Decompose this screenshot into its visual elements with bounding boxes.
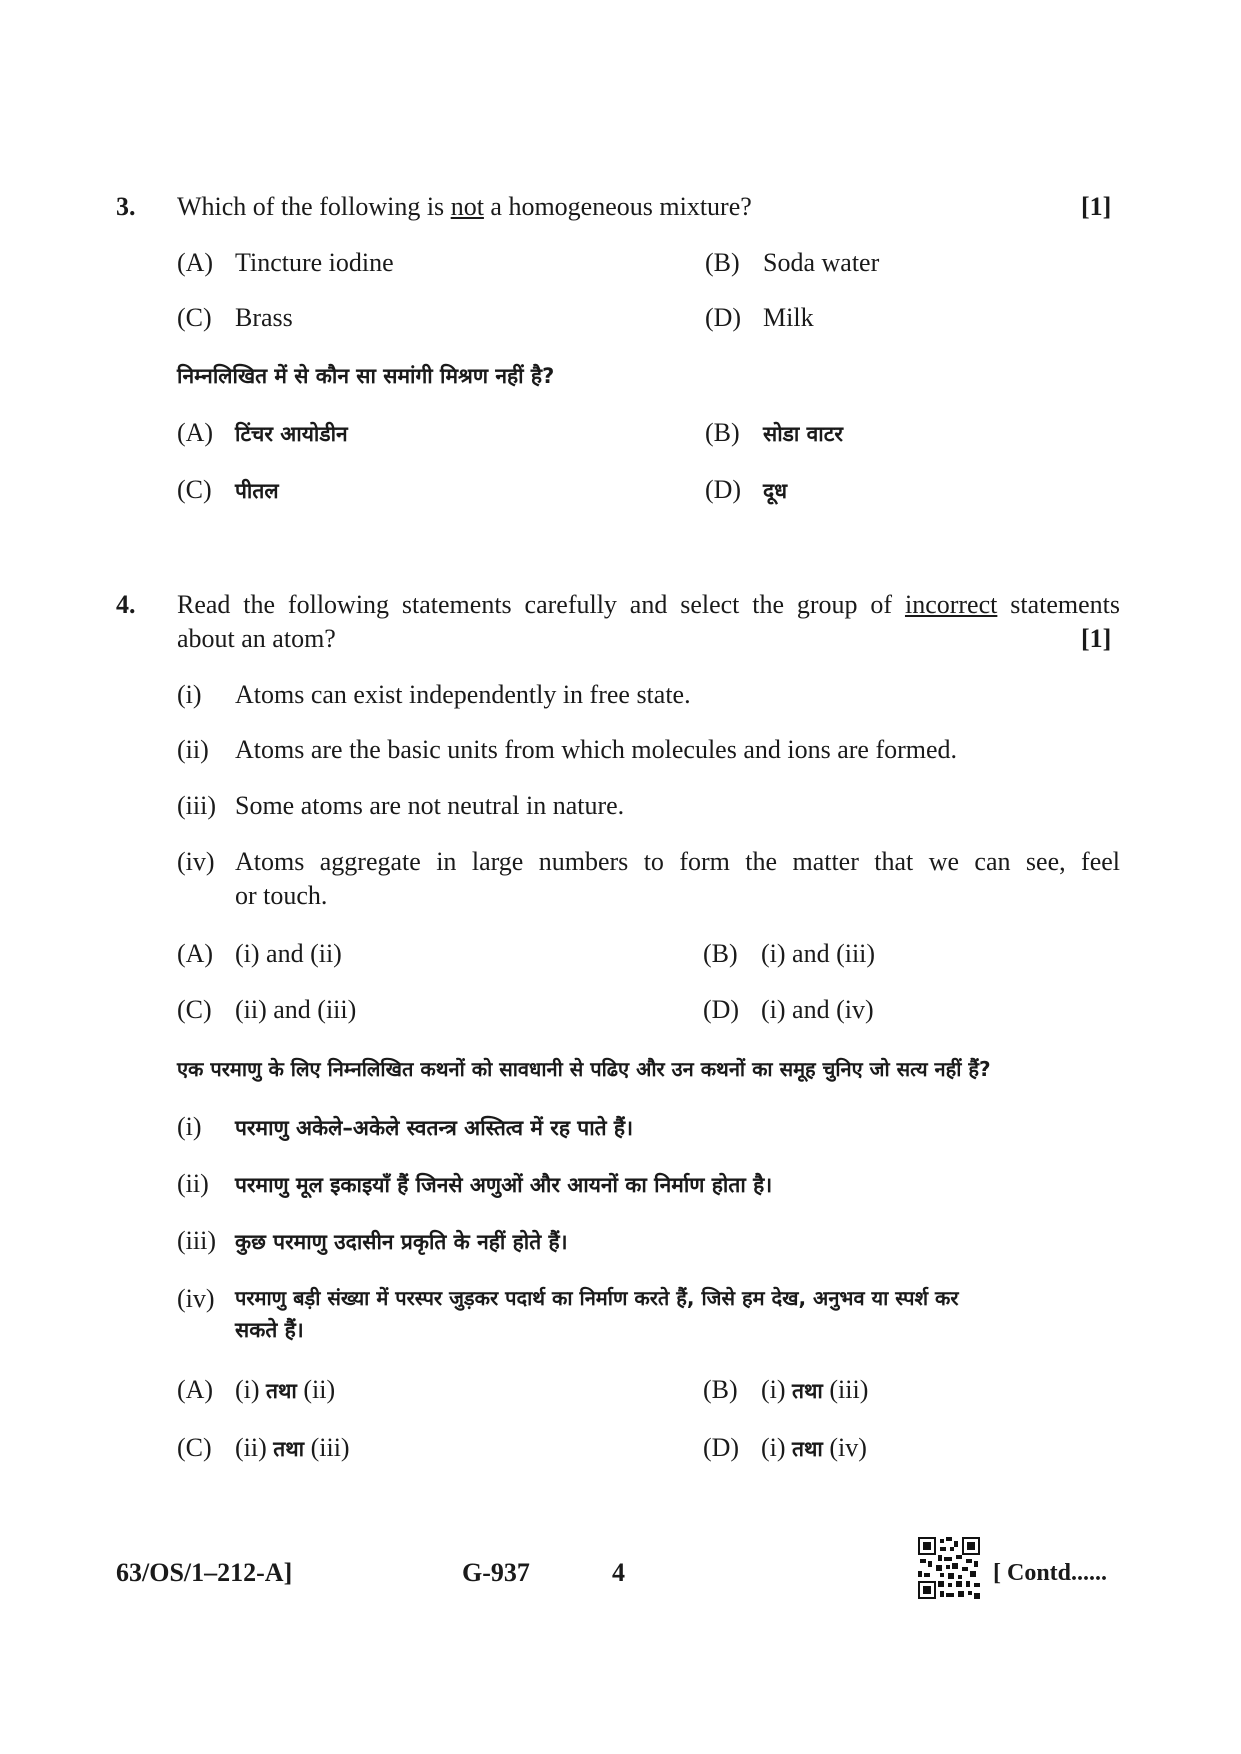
- q3-option-en-b: [705, 246, 879, 280]
- q3-option-en-c: [177, 301, 293, 335]
- option-text: टिंचर आयोडीन: [235, 422, 348, 446]
- option-label: (B): [705, 418, 740, 447]
- q4-option-en-b: [703, 937, 875, 971]
- q3-option-hi-c: [177, 473, 279, 507]
- option-b: (ii): [303, 1375, 336, 1404]
- option-label: (C): [177, 1433, 212, 1462]
- q4-option-hi-d: [703, 1431, 867, 1465]
- q4-statement-hi-i: [177, 1110, 633, 1144]
- option-a: (i): [235, 1375, 260, 1404]
- statement-text-line1: Atoms aggregate in large numbers to form the matter that we can see, feel: [235, 847, 1120, 876]
- q4-option-hi-b: [703, 1373, 868, 1407]
- footer-contd: [ Contd......: [993, 1560, 1108, 1586]
- option-b: (iii): [310, 1433, 350, 1462]
- q3-question-hi: निम्नलिखित में से कौन सा समांगी मिश्रण नहीं है?: [177, 364, 555, 388]
- option-label: (C): [177, 475, 212, 504]
- q4-number: 4.: [116, 590, 136, 619]
- option-label: (A): [177, 418, 214, 447]
- option-text: (i) and (iv): [761, 995, 874, 1024]
- q3-option-hi-a: [177, 416, 348, 450]
- footer-series: G-937: [462, 1558, 530, 1587]
- statement-text: Atoms can exist independently in free state.: [235, 680, 691, 709]
- option-text: Tincture iodine: [235, 248, 394, 277]
- option-label: (B): [703, 939, 738, 968]
- q3-option-en-a: [177, 246, 394, 280]
- statement-label: (ii): [177, 1169, 209, 1198]
- q4-option-en-a: [177, 937, 342, 971]
- option-text: सोडा वाटर: [763, 422, 843, 446]
- statement-text-line1: परमाणु बड़ी संख्या में परस्पर जुड़कर पदार्थ का निर्माण करते हैं, जिसे हम देख, अनुभव या स्पर्श कर: [235, 1286, 959, 1310]
- q4-statement-hi-iii: [177, 1224, 568, 1258]
- q4-question-en-line2: about an atom?: [177, 624, 336, 653]
- option-text: पीतल: [235, 479, 279, 503]
- q4-statement-en-iv: [177, 845, 1120, 913]
- statement-label: (iii): [177, 1226, 216, 1255]
- statement-text-line2: or touch.: [235, 881, 328, 910]
- statement-label: (i): [177, 1112, 202, 1141]
- statement-text: परमाणु मूल इकाइयाँ हैं जिनसे अणुओं और आयनों का निर्माण होता है।: [235, 1173, 773, 1197]
- option-text: Milk: [763, 303, 814, 332]
- option-label: (C): [177, 995, 212, 1024]
- statement-text: Atoms are the basic units from which molecules and ions are formed.: [235, 735, 958, 764]
- option-label: (D): [705, 303, 742, 332]
- statement-text-line2: सकते हैं।: [235, 1318, 304, 1342]
- q3-question-en-underline: not: [450, 192, 484, 221]
- q4-option-hi-a: [177, 1373, 335, 1407]
- option-a: (i): [761, 1433, 786, 1462]
- option-label: (A): [177, 939, 214, 968]
- option-text: दूध: [763, 479, 788, 503]
- option-text: (i) and (iii): [761, 939, 876, 968]
- qr-code-icon: [918, 1537, 980, 1599]
- statement-label: (i): [177, 680, 202, 709]
- option-b: (iv): [829, 1433, 867, 1462]
- q3-question-en-part2: a homogeneous mixture?: [483, 192, 752, 221]
- q3-number: 3.: [116, 192, 136, 221]
- option-b: (iii): [829, 1375, 869, 1404]
- q4-question-en-line1: [177, 588, 1120, 622]
- option-label: (B): [705, 248, 740, 277]
- statement-label: (iv): [177, 847, 215, 876]
- q4-question-hi: एक परमाणु के लिए निम्नलिखित कथनों को सावधानी से पढिए और उन कथनों का समूह चुनिए जो सत्य नहीं हैं?: [177, 1057, 991, 1081]
- option-text: (ii) and (iii): [235, 995, 357, 1024]
- q3-question-en-part1: Which of the following is: [177, 192, 451, 221]
- option-label: (A): [177, 1375, 214, 1404]
- q4-option-en-d: [703, 993, 874, 1027]
- q4-question-en-underline: incorrect: [904, 590, 998, 619]
- q3-question-en: [177, 190, 752, 224]
- statement-label: (ii): [177, 735, 209, 764]
- q3-option-hi-b: [705, 416, 843, 450]
- option-a: (i): [761, 1375, 786, 1404]
- statement-text: Some atoms are not neutral in nature.: [235, 791, 625, 820]
- q4-statement-en-i: [177, 678, 691, 712]
- q4-question-en-part2: statements: [997, 590, 1120, 619]
- option-label: (D): [703, 995, 740, 1024]
- q4-marks: [1]: [1081, 624, 1112, 653]
- option-conj: तथा: [792, 1379, 823, 1403]
- option-text: (i) and (ii): [235, 939, 342, 968]
- option-text: Brass: [235, 303, 293, 332]
- option-label: (B): [703, 1375, 738, 1404]
- q4-statement-en-iii: [177, 789, 624, 823]
- option-label: (A): [177, 248, 214, 277]
- option-text: Soda water: [763, 248, 880, 277]
- q3-option-en-d: [705, 301, 814, 335]
- q4-option-en-c: [177, 993, 356, 1027]
- option-conj: तथा: [266, 1379, 297, 1403]
- footer-page-number: 4: [612, 1558, 625, 1587]
- option-label: (C): [177, 303, 212, 332]
- statement-text: कुछ परमाणु उदासीन प्रकृति के नहीं होते हैं।: [235, 1230, 568, 1254]
- q4-statement-en-ii: [177, 733, 957, 767]
- footer-paper-code: 63/OS/1–212-A]: [116, 1558, 293, 1587]
- q4-question-en-part1: Read the following statements carefully and select the group of: [177, 590, 905, 619]
- q4-statement-hi-iv: [177, 1282, 1120, 1346]
- q4-option-hi-c: [177, 1431, 350, 1465]
- option-label: (D): [705, 475, 742, 504]
- statement-label: (iii): [177, 791, 216, 820]
- option-label: (D): [703, 1433, 740, 1462]
- option-conj: तथा: [792, 1437, 823, 1461]
- q3-option-hi-d: [705, 473, 787, 507]
- q4-statement-hi-ii: [177, 1167, 772, 1201]
- statement-text: परमाणु अकेले–अकेले स्वतन्त्र अस्तित्व में रह पाते हैं।: [235, 1116, 634, 1140]
- option-conj: तथा: [273, 1437, 305, 1461]
- option-a: (ii): [235, 1433, 267, 1462]
- q3-marks: [1]: [1081, 192, 1112, 221]
- statement-label: (iv): [177, 1284, 215, 1313]
